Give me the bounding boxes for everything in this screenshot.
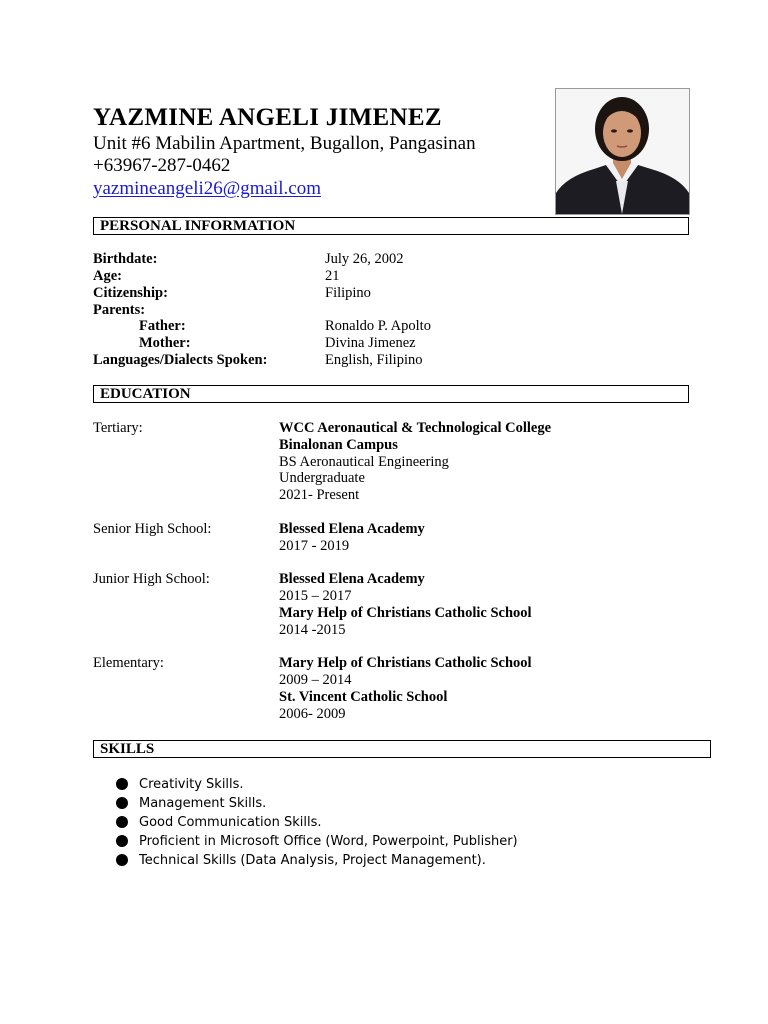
bullet-icon — [116, 797, 128, 809]
personal-info-header — [93, 217, 689, 235]
father-label: Father: — [139, 318, 186, 334]
tertiary-school: WCC Aeronautical & Technological College — [279, 420, 552, 436]
applicant-name: YAZMINE ANGELI JIMENEZ — [93, 104, 442, 131]
tertiary-label: Tertiary: — [93, 420, 143, 436]
senior-high-school: Blessed Elena Academy — [279, 521, 425, 537]
languages-label: Languages/Dialects Spoken: — [93, 352, 268, 368]
skill-text: Technical Skills (Data Analysis, Project Management). — [139, 853, 486, 868]
elementary-school-1: Mary Help of Christians Catholic School — [279, 655, 532, 671]
junior-high-school-2: Mary Help of Christians Catholic School — [279, 605, 532, 621]
elementary-years-1: 2009 – 2014 — [279, 672, 352, 688]
birthdate-label: Birthdate: — [93, 251, 158, 267]
citizenship-label: Citizenship: — [93, 285, 168, 301]
mother-value: Divina Jimenez — [325, 335, 416, 351]
address: Unit #6 Mabilin Apartment, Bugallon, Pangasinan — [93, 133, 476, 154]
father-value: Ronaldo P. Apolto — [325, 318, 431, 334]
skill-text: Proficient in Microsoft Office (Word, Powerpoint, Publisher) — [139, 834, 518, 849]
parents-label: Parents: — [93, 302, 146, 318]
elementary-label: Elementary: — [93, 655, 164, 671]
skills-header — [93, 740, 711, 758]
junior-high-years-2: 2014 -2015 — [279, 622, 346, 638]
senior-high-label: Senior High School: — [93, 521, 212, 537]
tertiary-course: BS Aeronautical Engineering — [279, 454, 449, 470]
skill-text: Creativity Skills. — [139, 777, 244, 792]
education-header — [93, 385, 689, 403]
profile-photo — [555, 88, 690, 215]
tertiary-status: Undergraduate — [279, 470, 365, 486]
junior-high-label: Junior High School: — [93, 571, 210, 587]
birthdate-value: July 26, 2002 — [325, 251, 404, 267]
junior-high-school-1: Blessed Elena Academy — [279, 571, 425, 587]
section-title: EDUCATION — [100, 386, 191, 402]
email-link[interactable]: yazmineangeli26@gmail.com — [93, 178, 322, 199]
citizenship-value: Filipino — [325, 285, 371, 301]
mother-label: Mother: — [139, 335, 191, 351]
skill-text: Management Skills. — [139, 796, 267, 811]
tertiary-campus: Binalonan Campus — [279, 437, 398, 453]
age-value: 21 — [325, 268, 340, 284]
tertiary-years: 2021- Present — [279, 487, 360, 503]
section-title: PERSONAL INFORMATION — [100, 218, 296, 234]
languages-value: English, Filipino — [325, 352, 423, 368]
bullet-icon — [116, 816, 128, 828]
phone-number: +63967-287-0462 — [93, 155, 231, 176]
age-label: Age: — [93, 268, 122, 284]
bullet-icon — [116, 835, 128, 847]
skill-text: Good Communication Skills. — [139, 815, 322, 830]
section-title: SKILLS — [100, 741, 155, 757]
portrait-image — [556, 89, 689, 214]
senior-high-years: 2017 - 2019 — [279, 538, 350, 554]
junior-high-years-1: 2015 – 2017 — [279, 588, 352, 604]
bullet-icon — [116, 778, 128, 790]
elementary-years-2: 2006- 2009 — [279, 706, 346, 722]
bullet-icon — [116, 854, 128, 866]
elementary-school-2: St. Vincent Catholic School — [279, 689, 448, 705]
